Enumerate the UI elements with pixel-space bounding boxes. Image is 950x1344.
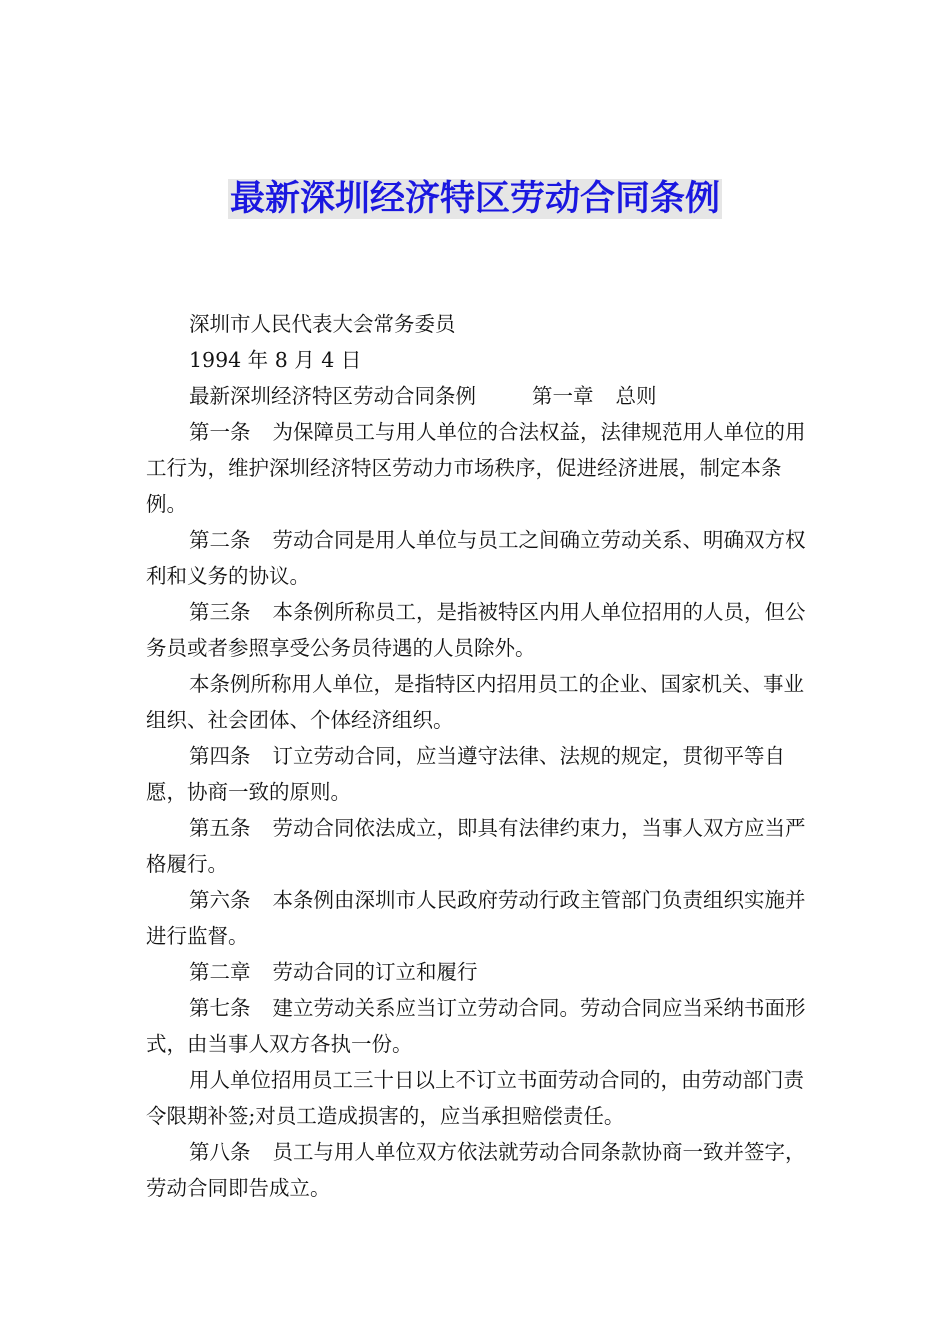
article-label: 第一条 (189, 420, 251, 444)
article-text: 为保障员工与用人单位的合法权益，法律规范用人单位的用工行为，维护深圳经济特区劳动力市场秩序，促进经济进展，制定本条例。 (146, 420, 806, 516)
article-paragraph (146, 738, 810, 810)
article-paragraph (146, 522, 810, 594)
regulation-name: 最新深圳经济特区劳动合同条例 (189, 384, 476, 408)
article-text: 本条例所称员工，是指被特区内用人单位招用的人员，但公务员或者参照享受公务员待遇的人员除外。 (146, 600, 806, 660)
article-paragraph (146, 882, 810, 954)
article-text: 本条例所称用人单位，是指特区内招用员工的企业、国家机关、事业组织、社会团体、个体经济组织。 (146, 672, 804, 732)
heading-line (146, 378, 810, 414)
document-title (0, 176, 950, 222)
article-text: 本条例由深圳市人民政府劳动行政主管部门负责组织实施并进行监督。 (146, 888, 806, 948)
article-paragraph (146, 1062, 810, 1134)
date-line: 1994 年 8 月 4 日 (189, 348, 362, 372)
document-body (146, 306, 810, 1206)
article-paragraph (146, 990, 810, 1062)
article-label: 第五条 (189, 816, 251, 840)
article-text: 建立劳动关系应当订立劳动合同。劳动合同应当采纳书面形式，由当事人双方各执一份。 (146, 996, 806, 1056)
article-label: 第三条 (189, 600, 251, 624)
article-text: 劳动合同是用人单位与员工之间确立劳动关系、明确双方权利和义务的协议。 (146, 528, 806, 588)
article-label: 第四条 (189, 744, 251, 768)
article-label: 第八条 (189, 1140, 251, 1164)
chapter-title: 劳动合同的订立和履行 (272, 960, 478, 984)
chapter-label: 第一章 (532, 384, 594, 408)
chapter-heading (146, 954, 810, 990)
article-text: 员工与用人单位双方依法就劳动合同条款协商一致并签字，劳动合同即告成立。 (146, 1140, 806, 1200)
chapter-label: 第二章 (189, 960, 251, 984)
article-text: 订立劳动合同，应当遵守法律、法规的规定，贯彻平等自愿，协商一致的原则。 (146, 744, 785, 804)
article-text: 劳动合同依法成立，即具有法律约束力，当事人双方应当严格履行。 (146, 816, 806, 876)
article-paragraph (146, 810, 810, 882)
document-title-text: 最新深圳经济特区劳动合同条例 (229, 179, 720, 219)
article-label: 第六条 (189, 888, 251, 912)
chapter-title: 总则 (615, 384, 657, 408)
article-text: 用人单位招用员工三十日以上不订立书面劳动合同的，由劳动部门责令限期补签;对员工造成损害的，应当承担赔偿责任。 (146, 1068, 804, 1128)
article-paragraph (146, 594, 810, 666)
article-paragraph (146, 414, 810, 522)
issuer-line: 深圳市人民代表大会常务委员 (189, 312, 456, 336)
article-label: 第七条 (189, 996, 251, 1020)
article-label: 第二条 (189, 528, 251, 552)
article-paragraph (146, 1134, 810, 1206)
article-paragraph (146, 666, 810, 738)
